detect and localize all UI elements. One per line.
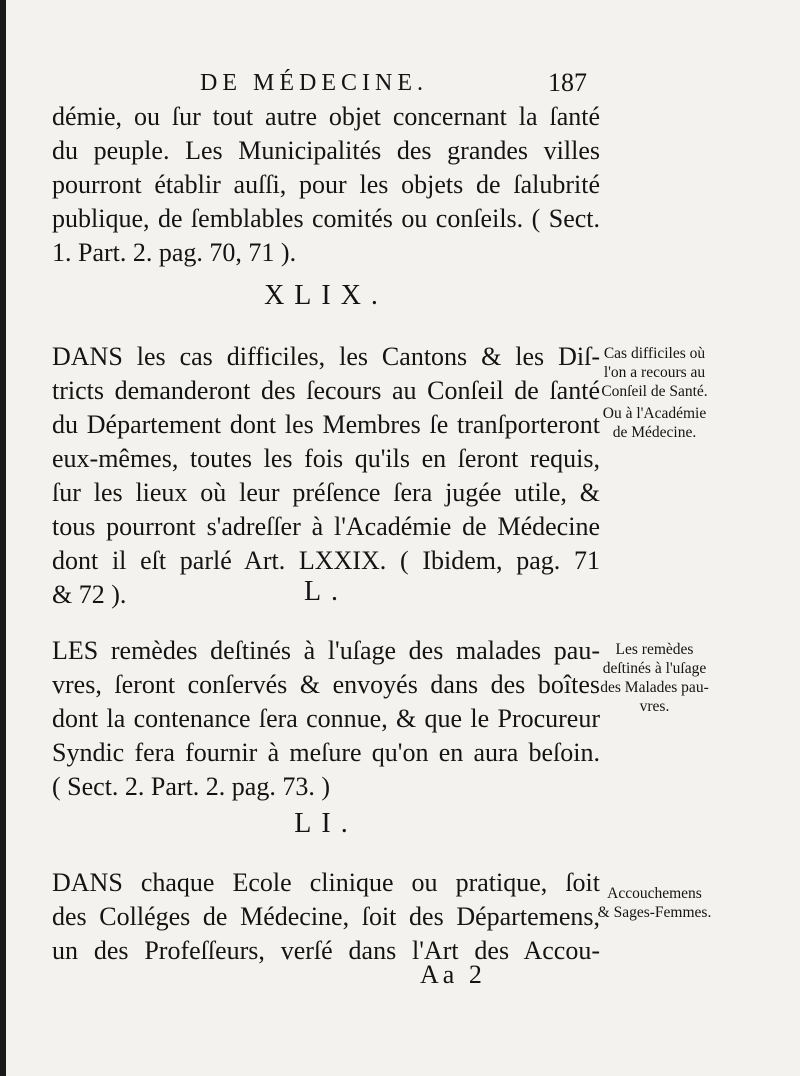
- running-head: DE MÉDECINE.: [200, 70, 428, 96]
- text-line: tricts demanderont des ſecours au Conſeil de ſanté: [52, 376, 600, 405]
- page-gutter-edge: [0, 0, 6, 1076]
- section-l-paragraph: [52, 634, 600, 804]
- section-heading-l: L.: [303, 576, 349, 607]
- margin-note-academy: Ou à l'Académie de Médecine.: [602, 405, 707, 441]
- text-line: 1. Part. 2. pag. 70, 71 ).: [52, 238, 297, 267]
- text-line: Syndic fera fournir à meſure qu'on en aura beſoin.: [52, 738, 600, 767]
- intro-paragraph: [52, 100, 600, 270]
- margin-note-difficult-cases: Cas difficiles où l'on a recours au Conſeil de Santé.: [601, 345, 708, 400]
- text-line: pourront établir auſſi, pour les objets de ſalubrité: [52, 170, 600, 199]
- text-line: démie, ou ſur tout autre objet concernant la ſanté: [52, 102, 600, 131]
- section-heading-li: LI.: [294, 808, 358, 839]
- text-line: ( Sect. 2. Part. 2. pag. 73. ): [52, 772, 331, 801]
- text-line: publique, de ſemblables comités ou conſeils. ( Sect.: [52, 204, 600, 233]
- text-line: du peuple. Les Municipalités des grandes villes: [52, 136, 600, 165]
- text-line: DANS les cas difficiles, les Cantons & les Diſ-: [52, 342, 600, 371]
- text-line: LES remèdes deſtinés à l'uſage des malades pau-: [52, 636, 600, 665]
- text-line: vres, ſeront conſervés & envoyés dans des boîtes: [52, 670, 600, 699]
- text-line: tous pourront s'adreſſer à l'Académie de Médecine: [52, 512, 600, 541]
- text-line: des Colléges de Médecine, ſoit des Départemens,: [52, 902, 600, 931]
- margin-note-midwifery: Accouchemens & Sages-Femmes.: [597, 885, 712, 921]
- section-heading-xlix: XLIX.: [264, 280, 388, 311]
- section-li-paragraph: [52, 866, 600, 968]
- page-number: 187: [548, 68, 587, 97]
- text-line: du Département dont les Membres ſe tranſporteront: [52, 410, 600, 439]
- text-line: eux-mêmes, toutes les fois qu'ils en ſeront requis,: [52, 444, 600, 473]
- text-line: ſur les lieux où leur préſence ſera jugée utile, &: [52, 478, 600, 507]
- text-line: un des Profeſſeurs, verſé dans l'Art des Accou-: [52, 936, 600, 965]
- text-line: dont la contenance ſera connue, & que le Procureur: [52, 704, 600, 733]
- section-xlix-paragraph: [52, 340, 600, 612]
- margin-note-remedies: Les remèdes deſtinés à l'uſage des Malades pau- vres.: [600, 641, 709, 715]
- text-line: DANS chaque Ecole clinique ou pratique, ſoit: [52, 868, 600, 897]
- signature-mark: Aa 2: [420, 960, 486, 989]
- text-line: & 72 ).: [52, 580, 127, 609]
- text-line: dont il eſt parlé Art. LXXIX. ( Ibidem, pag. 71: [52, 546, 600, 575]
